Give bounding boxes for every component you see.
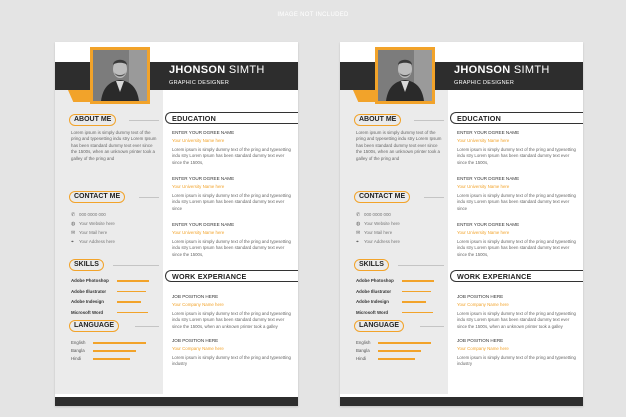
company-name: Your Company Name here (172, 346, 224, 351)
degree-name: ENTER YOUR DGREE NAME (457, 130, 520, 135)
globe-icon: ◍ (71, 221, 76, 227)
skill-name: Adobe Photoshop (356, 278, 394, 283)
phone-text: 000 0000 000 (364, 212, 391, 217)
university-name: Your University Name here (457, 230, 510, 235)
education-description: Lorem ipsum is simply dummy text of the pring and typesetting indu stry Lorem Ipsum has been standard dummy text ever since the 1500s, (457, 239, 576, 257)
person-silhouette-icon (378, 50, 432, 101)
skill-level-bar (402, 312, 433, 314)
mail-icon: ✉ (356, 230, 361, 236)
divider (129, 120, 159, 121)
skills-heading: SKILLS (354, 259, 389, 271)
address-text: Your Address here (364, 239, 400, 244)
language-level-bar (93, 350, 136, 352)
university-name: Your University Name here (457, 184, 510, 189)
language-level-bar (378, 358, 415, 360)
divider (398, 265, 444, 266)
profile-photo-frame (90, 47, 150, 104)
language-heading: LANGUAGE (69, 320, 119, 332)
divider (113, 265, 159, 266)
footer-bar (55, 397, 298, 406)
education-description: Lorem ipsum is simply dummy text of the pring and typesetting indu stry Lorem Ipsum has been standard dummy text ever since (457, 193, 576, 211)
skill-level-bar (402, 291, 431, 293)
language-heading: LANGUAGE (354, 320, 404, 332)
skill-name: Microsoft Word (71, 309, 104, 315)
location-pin-icon: ⌖ (71, 239, 74, 245)
mail-icon: ✉ (71, 230, 76, 236)
education-heading: EDUCATION (450, 112, 583, 124)
university-name: Your University Name here (172, 184, 225, 189)
footer-bar (340, 397, 583, 406)
image-not-included-note: IMAGE NOT INCLUDED (277, 12, 349, 18)
address-text: Your Address here (79, 239, 115, 244)
divider (424, 197, 444, 198)
contact-email (71, 230, 107, 236)
language-name: Hindi (356, 356, 367, 361)
degree-name: ENTER YOUR DGREE NAME (457, 222, 520, 227)
skill-level-bar (117, 301, 141, 303)
skill-level-bar (117, 280, 149, 282)
contact-heading: CONTACT ME (69, 191, 125, 203)
language-name: Hindi (71, 356, 82, 361)
university-name: Your University Name here (172, 230, 225, 235)
contact-heading: CONTACT ME (354, 191, 410, 203)
job-position: JOB POSITION HERE (457, 294, 504, 299)
job-description: Lorem ipsum is simply dummy text of the pring and typesetting industry (172, 355, 291, 367)
website-text: Your Website here (364, 221, 400, 226)
skill-name: Adobe Illustrator (71, 288, 107, 294)
first-name: JHONSON (454, 64, 511, 76)
last-name: SIMTH (513, 64, 550, 76)
about-text: Lorem ipsum is simply dummy text of the pring and typesetting indu stry Lorem Ipsum has been standard dummy text ever since the 1500s, when an unknown printer took a galley of the pring and (71, 130, 157, 161)
email-text: Your Mail here (79, 230, 108, 235)
first-name: JHONSON (169, 64, 226, 76)
profile-photo (93, 50, 147, 101)
globe-icon: ◍ (356, 221, 361, 227)
skill-name: Microsoft Word (356, 309, 389, 315)
full-name (454, 64, 550, 76)
education-description: Lorem ipsum is simply dummy text of the pring and typesetting indu stry Lorem Ipsum has been standard dummy text ever since the 1500s, (457, 147, 576, 165)
contact-website (71, 221, 115, 227)
about-text: Lorem ipsum is simply dummy text of the pring and typesetting indu stry Lorem Ipsum has been standard dummy text ever since the 1500s, when an unknown printer took a galley of the pring and (356, 130, 442, 161)
language-level-bar (378, 350, 421, 352)
phone-icon: ✆ (356, 212, 361, 218)
company-name: Your Company Name here (457, 302, 509, 307)
profile-photo (378, 50, 432, 101)
about-heading: ABOUT ME (69, 114, 116, 126)
skill-name: Adobe Indesign (71, 299, 104, 304)
skill-level-bar (402, 280, 434, 282)
degree-name: ENTER YOUR DGREE NAME (172, 176, 235, 181)
education-description: Lorem ipsum is simply dummy text of the pring and typesetting indu stry Lorem Ipsum has been standard dummy text ever since the 1500s, (172, 147, 291, 165)
about-heading: ABOUT ME (354, 114, 401, 126)
job-description: Lorem ipsum is simply dummy text of the pring and typesetting industry (457, 355, 576, 367)
education-description: Lorem ipsum is simply dummy text of the pring and typesetting indu stry Lorem Ipsum has been standard dummy text ever since (172, 193, 291, 211)
job-position: JOB POSITION HERE (457, 338, 504, 343)
work-heading: WORK EXPERIANCE (165, 270, 298, 282)
university-name: Your University Name here (172, 138, 225, 143)
skill-level-bar (117, 291, 146, 293)
location-pin-icon: ⌖ (356, 239, 359, 245)
job-title: GRAPHIC DESIGNER (454, 80, 515, 86)
skill-name: Adobe Photoshop (71, 278, 109, 283)
company-name: Your Company Name here (457, 346, 509, 351)
contact-email (356, 230, 392, 236)
company-name: Your Company Name here (172, 302, 224, 307)
skills-heading: SKILLS (69, 259, 104, 271)
divider (135, 326, 159, 327)
resume-page (55, 42, 298, 406)
language-level-bar (93, 342, 146, 344)
job-description: Lorem ipsum is simply dummy text of the pring and typesetting indu stry Lorem Ipsum has been standard dummy text ever since the 1500s, when an unknown printer took a galley (457, 311, 576, 329)
skill-level-bar (117, 312, 148, 314)
language-level-bar (93, 358, 130, 360)
divider (139, 197, 159, 198)
phone-text: 000 0000 000 (79, 212, 106, 217)
resume-page (340, 42, 583, 406)
education-description: Lorem ipsum is simply dummy text of the pring and typesetting indu stry Lorem Ipsum has been standard dummy text ever since the 1500s, (172, 239, 291, 257)
contact-website (356, 221, 400, 227)
university-name: Your University Name here (457, 138, 510, 143)
language-name: English (356, 340, 371, 345)
language-name: Bangla (71, 348, 85, 353)
job-title: GRAPHIC DESIGNER (169, 80, 230, 86)
last-name: SIMTH (228, 64, 265, 76)
contact-address (356, 239, 400, 245)
degree-name: ENTER YOUR DGREE NAME (172, 130, 235, 135)
contact-phone (356, 212, 391, 218)
divider (414, 120, 444, 121)
education-heading: EDUCATION (165, 112, 298, 124)
job-position: JOB POSITION HERE (172, 338, 219, 343)
person-silhouette-icon (93, 50, 147, 101)
work-heading: WORK EXPERIANCE (450, 270, 583, 282)
skill-name: Adobe Indesign (356, 299, 389, 304)
skill-name: Adobe Illustrator (356, 288, 392, 294)
full-name (169, 64, 265, 76)
contact-address (71, 239, 115, 245)
language-level-bar (378, 342, 431, 344)
language-name: Bangla (356, 348, 370, 353)
phone-icon: ✆ (71, 212, 76, 218)
job-position: JOB POSITION HERE (172, 294, 219, 299)
website-text: Your Website here (79, 221, 115, 226)
divider (420, 326, 444, 327)
skill-level-bar (402, 301, 426, 303)
contact-phone (71, 212, 106, 218)
job-description: Lorem ipsum is simply dummy text of the pring and typesetting indu stry Lorem Ipsum has been standard dummy text ever since the 1500s, when an unknown printer took a galley (172, 311, 291, 329)
degree-name: ENTER YOUR DGREE NAME (457, 176, 520, 181)
profile-photo-frame (375, 47, 435, 104)
language-name: English (71, 340, 86, 345)
degree-name: ENTER YOUR DGREE NAME (172, 222, 235, 227)
email-text: Your Mail here (364, 230, 393, 235)
